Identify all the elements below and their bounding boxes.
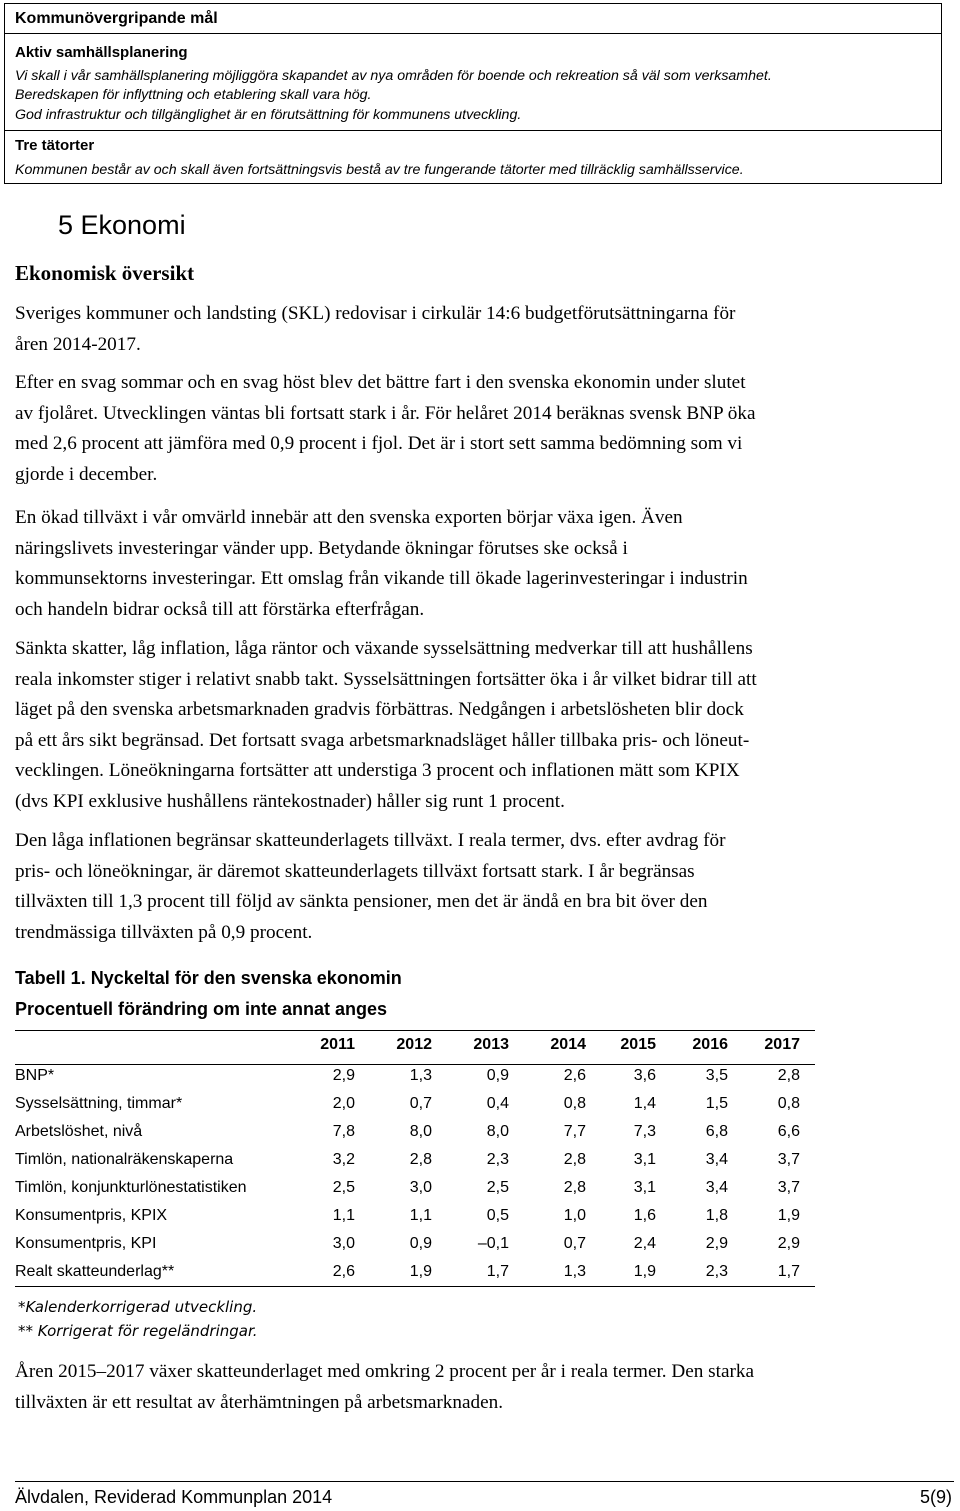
paragraph-line: Den låga inflationen begränsar skatteunderlagets tillväxt. I reala termer, dvs. efter avdrag för <box>15 830 726 851</box>
year-header: 2011 <box>320 1036 355 1053</box>
table-cell: 7,8 <box>332 1123 355 1140</box>
goal-line: Kommunen består av och skall även fortsättningsvis bestå av tre fungerande tätorter med tillräcklig samhällsservice. <box>15 162 744 178</box>
table-cell: 2,6 <box>332 1263 355 1280</box>
table-cell: 1,1 <box>332 1207 355 1224</box>
table-cell: 1,4 <box>633 1095 656 1112</box>
paragraph-line: trendmässiga tillväxten på 0,9 procent. <box>15 921 313 943</box>
closing-paragraph <box>15 1357 945 1418</box>
table-cell: 3,6 <box>633 1067 656 1084</box>
paragraph-line: tillväxten till 1,3 procent till följd av sänkta pensioner, men det är ändå en bra bit över den <box>15 891 708 912</box>
table-cell: 6,8 <box>705 1123 728 1140</box>
table-cell: 6,6 <box>777 1123 800 1140</box>
table-cell: 3,1 <box>633 1179 656 1196</box>
table-row <box>15 1123 815 1151</box>
goal-line: Vi skall i vår samhällsplanering möjliggöra skapandet av nya områden för boende och rekreation så väl som verksamhet. <box>15 68 772 84</box>
table-cell: 1,9 <box>777 1207 800 1224</box>
table-row <box>15 1151 815 1179</box>
goal-divider <box>5 130 941 131</box>
paragraph-line: (dvs KPI exklusive hushållens räntekostnader) håller sig runt 1 procent. <box>15 790 565 812</box>
table-cell: –0,1 <box>477 1235 509 1252</box>
table-cell: 1,7 <box>777 1263 800 1280</box>
paragraph-line: och handeln bidrar också till att förstärka efterfrågan. <box>15 598 425 620</box>
goal-title-tre-tatorter: Tre tätorter <box>15 137 95 154</box>
table-rule <box>15 1064 815 1065</box>
paragraph <box>15 368 945 490</box>
paragraph-line: läget på den svenska arbetsmarknaden gradvis förbättras. Nedgången i arbetslösheten blir dock <box>15 699 744 720</box>
table-cell: 0,4 <box>486 1095 509 1112</box>
table-cell: 0,8 <box>563 1095 586 1112</box>
table-cell: 3,5 <box>705 1067 728 1084</box>
table-cell: 2,9 <box>705 1235 728 1252</box>
table-cell: 2,8 <box>563 1179 586 1196</box>
row-label: Sysselsättning, timmar* <box>15 1095 183 1112</box>
table-subtitle: Procentuell förändring om inte annat anges <box>15 999 388 1019</box>
table-cell: 2,4 <box>633 1235 656 1252</box>
table-cell: 3,4 <box>705 1151 728 1168</box>
table-footnote: ** Korrigerat för regeländringar. <box>18 1322 258 1340</box>
year-header: 2014 <box>550 1036 586 1053</box>
paragraph-line: Sveriges kommuner och landsting (SKL) redovisar i cirkulär 14:6 budgetförutsättningarna för <box>15 303 736 324</box>
paragraph-line: kommunsektorns investeringar. Ett omslag från vikande till ökade lagerinvesteringar i industrin <box>15 568 748 589</box>
table-cell: 3,2 <box>332 1151 355 1168</box>
paragraph-line: av fjolåret. Utvecklingen väntas bli fortsatt stark i år. För helåret 2014 beräknas svensk BNP öka <box>15 402 756 424</box>
section-heading: 5 Ekonomi <box>58 210 186 240</box>
paragraph-line: på ett års sikt begränsad. Det fortsatt svaga arbetsmarknadsläget håller tillbaka pris- och löneut- <box>15 729 750 751</box>
table-rule <box>15 1286 815 1287</box>
table-cell: 1,6 <box>633 1207 656 1224</box>
table-cell: 1,7 <box>486 1263 509 1280</box>
paragraph-line: Åren 2015–2017 växer skatteunderlaget med omkring 2 procent per år i reala termer. Den starka <box>15 1361 754 1382</box>
table-cell: 0,8 <box>777 1095 800 1112</box>
table-rule <box>15 1030 815 1031</box>
row-label: Konsumentpris, KPIX <box>15 1207 168 1224</box>
table-cell: 8,0 <box>409 1123 432 1140</box>
paragraph-line: En ökad tillväxt i vår omvärld innebär att den svenska exporten börjar växa igen. Även <box>15 507 683 528</box>
table-cell: 0,9 <box>486 1067 509 1084</box>
goal-line: God infrastruktur och tillgänglighet är en förutsättning för kommunens utveckling. <box>15 107 522 123</box>
table-cell: 1,1 <box>409 1207 432 1224</box>
table-title: Tabell 1. Nyckeltal för den svenska ekonomin <box>15 968 402 988</box>
table-cell: 3,4 <box>705 1179 728 1196</box>
table-cell: 0,5 <box>486 1207 509 1224</box>
table-cell: 2,8 <box>563 1151 586 1168</box>
table-cell: 0,7 <box>409 1095 432 1112</box>
table-cell: 7,7 <box>563 1123 586 1140</box>
table-footnote: *Kalenderkorrigerad utveckling. <box>18 1298 258 1316</box>
year-header: 2017 <box>764 1036 800 1053</box>
table-cell: 3,0 <box>332 1235 355 1252</box>
table-cell: 3,7 <box>777 1151 800 1168</box>
table-cell: 2,3 <box>705 1263 728 1280</box>
table-cell: 2,5 <box>332 1179 355 1196</box>
year-header: 2016 <box>692 1036 728 1053</box>
footer-document-name: Älvdalen, Reviderad Kommunplan 2014 <box>15 1487 333 1507</box>
table-cell: 1,3 <box>409 1067 432 1084</box>
table-cell: 1,3 <box>563 1263 586 1280</box>
paragraph-line: med 2,6 procent att jämföra med 0,9 procent i fjol. Det är i stort sett samma bedömning som vi <box>15 433 743 454</box>
table-cell: 2,8 <box>777 1067 800 1084</box>
goals-box <box>4 3 942 184</box>
row-label: Timlön, konjunkturlönestatistiken <box>15 1179 247 1196</box>
paragraph-line: näringslivets investeringar vänder upp. Betydande ökningar förutses ske också i <box>15 537 628 559</box>
table-row <box>15 1095 815 1123</box>
table-cell: 3,1 <box>633 1151 656 1168</box>
table-cell: 1,9 <box>633 1263 656 1280</box>
table-row <box>15 1235 815 1263</box>
table-cell: 0,9 <box>409 1235 432 1252</box>
row-label: BNP* <box>15 1067 55 1084</box>
paragraph <box>15 634 945 817</box>
paragraph-line: Efter en svag sommar och en svag höst blev det bättre fart i den svenska ekonomin under slutet <box>15 372 746 393</box>
table-row <box>15 1207 815 1235</box>
table-header-row <box>15 1036 815 1064</box>
table-cell: 2,5 <box>486 1179 509 1196</box>
table-cell: 2,6 <box>563 1067 586 1084</box>
table-cell: 2,0 <box>332 1095 355 1112</box>
table-cell: 0,7 <box>563 1235 586 1252</box>
table-cell: 1,5 <box>705 1095 728 1112</box>
year-header: 2012 <box>396 1036 432 1053</box>
table-cell: 1,8 <box>705 1207 728 1224</box>
paragraph-line: reala inkomster stiger i relativt snabb takt. Sysselsättningen fortsätter öka i år vilket bidrar till att <box>15 668 757 690</box>
footer-rule <box>15 1481 954 1482</box>
row-label: Konsumentpris, KPI <box>15 1235 157 1252</box>
table-cell: 1,0 <box>563 1207 586 1224</box>
paragraph-line: vecklingen. Löneökningarna fortsätter att understiga 3 procent och inflationen mätt som KPIX <box>15 760 740 781</box>
table-cell: 8,0 <box>486 1123 509 1140</box>
table-cell: 7,3 <box>633 1123 656 1140</box>
table-row <box>15 1179 815 1207</box>
table-cell: 1,9 <box>409 1263 432 1280</box>
paragraph <box>15 826 945 948</box>
paragraph-line: åren 2014-2017. <box>15 333 141 355</box>
row-label: Realt skatteunderlag** <box>15 1263 175 1280</box>
table-cell: 3,0 <box>409 1179 432 1196</box>
goals-header: Kommunövergripande mål <box>5 4 941 34</box>
row-label: Arbetslöshet, nivå <box>15 1123 143 1140</box>
table-cell: 2,3 <box>486 1151 509 1168</box>
table-cell: 3,7 <box>777 1179 800 1196</box>
table-cell: 2,8 <box>409 1151 432 1168</box>
table-cell: 2,9 <box>332 1067 355 1084</box>
sub-heading: Ekonomisk översikt <box>15 261 195 285</box>
year-header: 2015 <box>620 1036 656 1053</box>
row-label: Timlön, nationalräkenskaperna <box>15 1151 234 1168</box>
paragraph-line: tillväxten är ett resultat av återhämtningen på arbetsmarknaden. <box>15 1391 504 1413</box>
table-cell: 2,9 <box>777 1235 800 1252</box>
table-row <box>15 1067 815 1095</box>
footer-page-number: 5(9) <box>919 1487 952 1507</box>
paragraph <box>15 503 945 625</box>
paragraph <box>15 299 945 360</box>
goal-title-aktiv-samhallsplanering: Aktiv samhällsplanering <box>15 44 188 61</box>
paragraph-line: gjorde i december. <box>15 463 158 485</box>
paragraph-line: pris- och löneökningar, är däremot skatteunderlagets tillväxt fortsatt stark. I år begränsas <box>15 860 695 882</box>
year-header: 2013 <box>473 1036 509 1053</box>
paragraph-line: Sänkta skatter, låg inflation, låga räntor och växande sysselsättning medverkar till att hushållens <box>15 638 753 659</box>
goal-line: Beredskapen för inflyttning och etablering skall vara hög. <box>15 87 372 103</box>
